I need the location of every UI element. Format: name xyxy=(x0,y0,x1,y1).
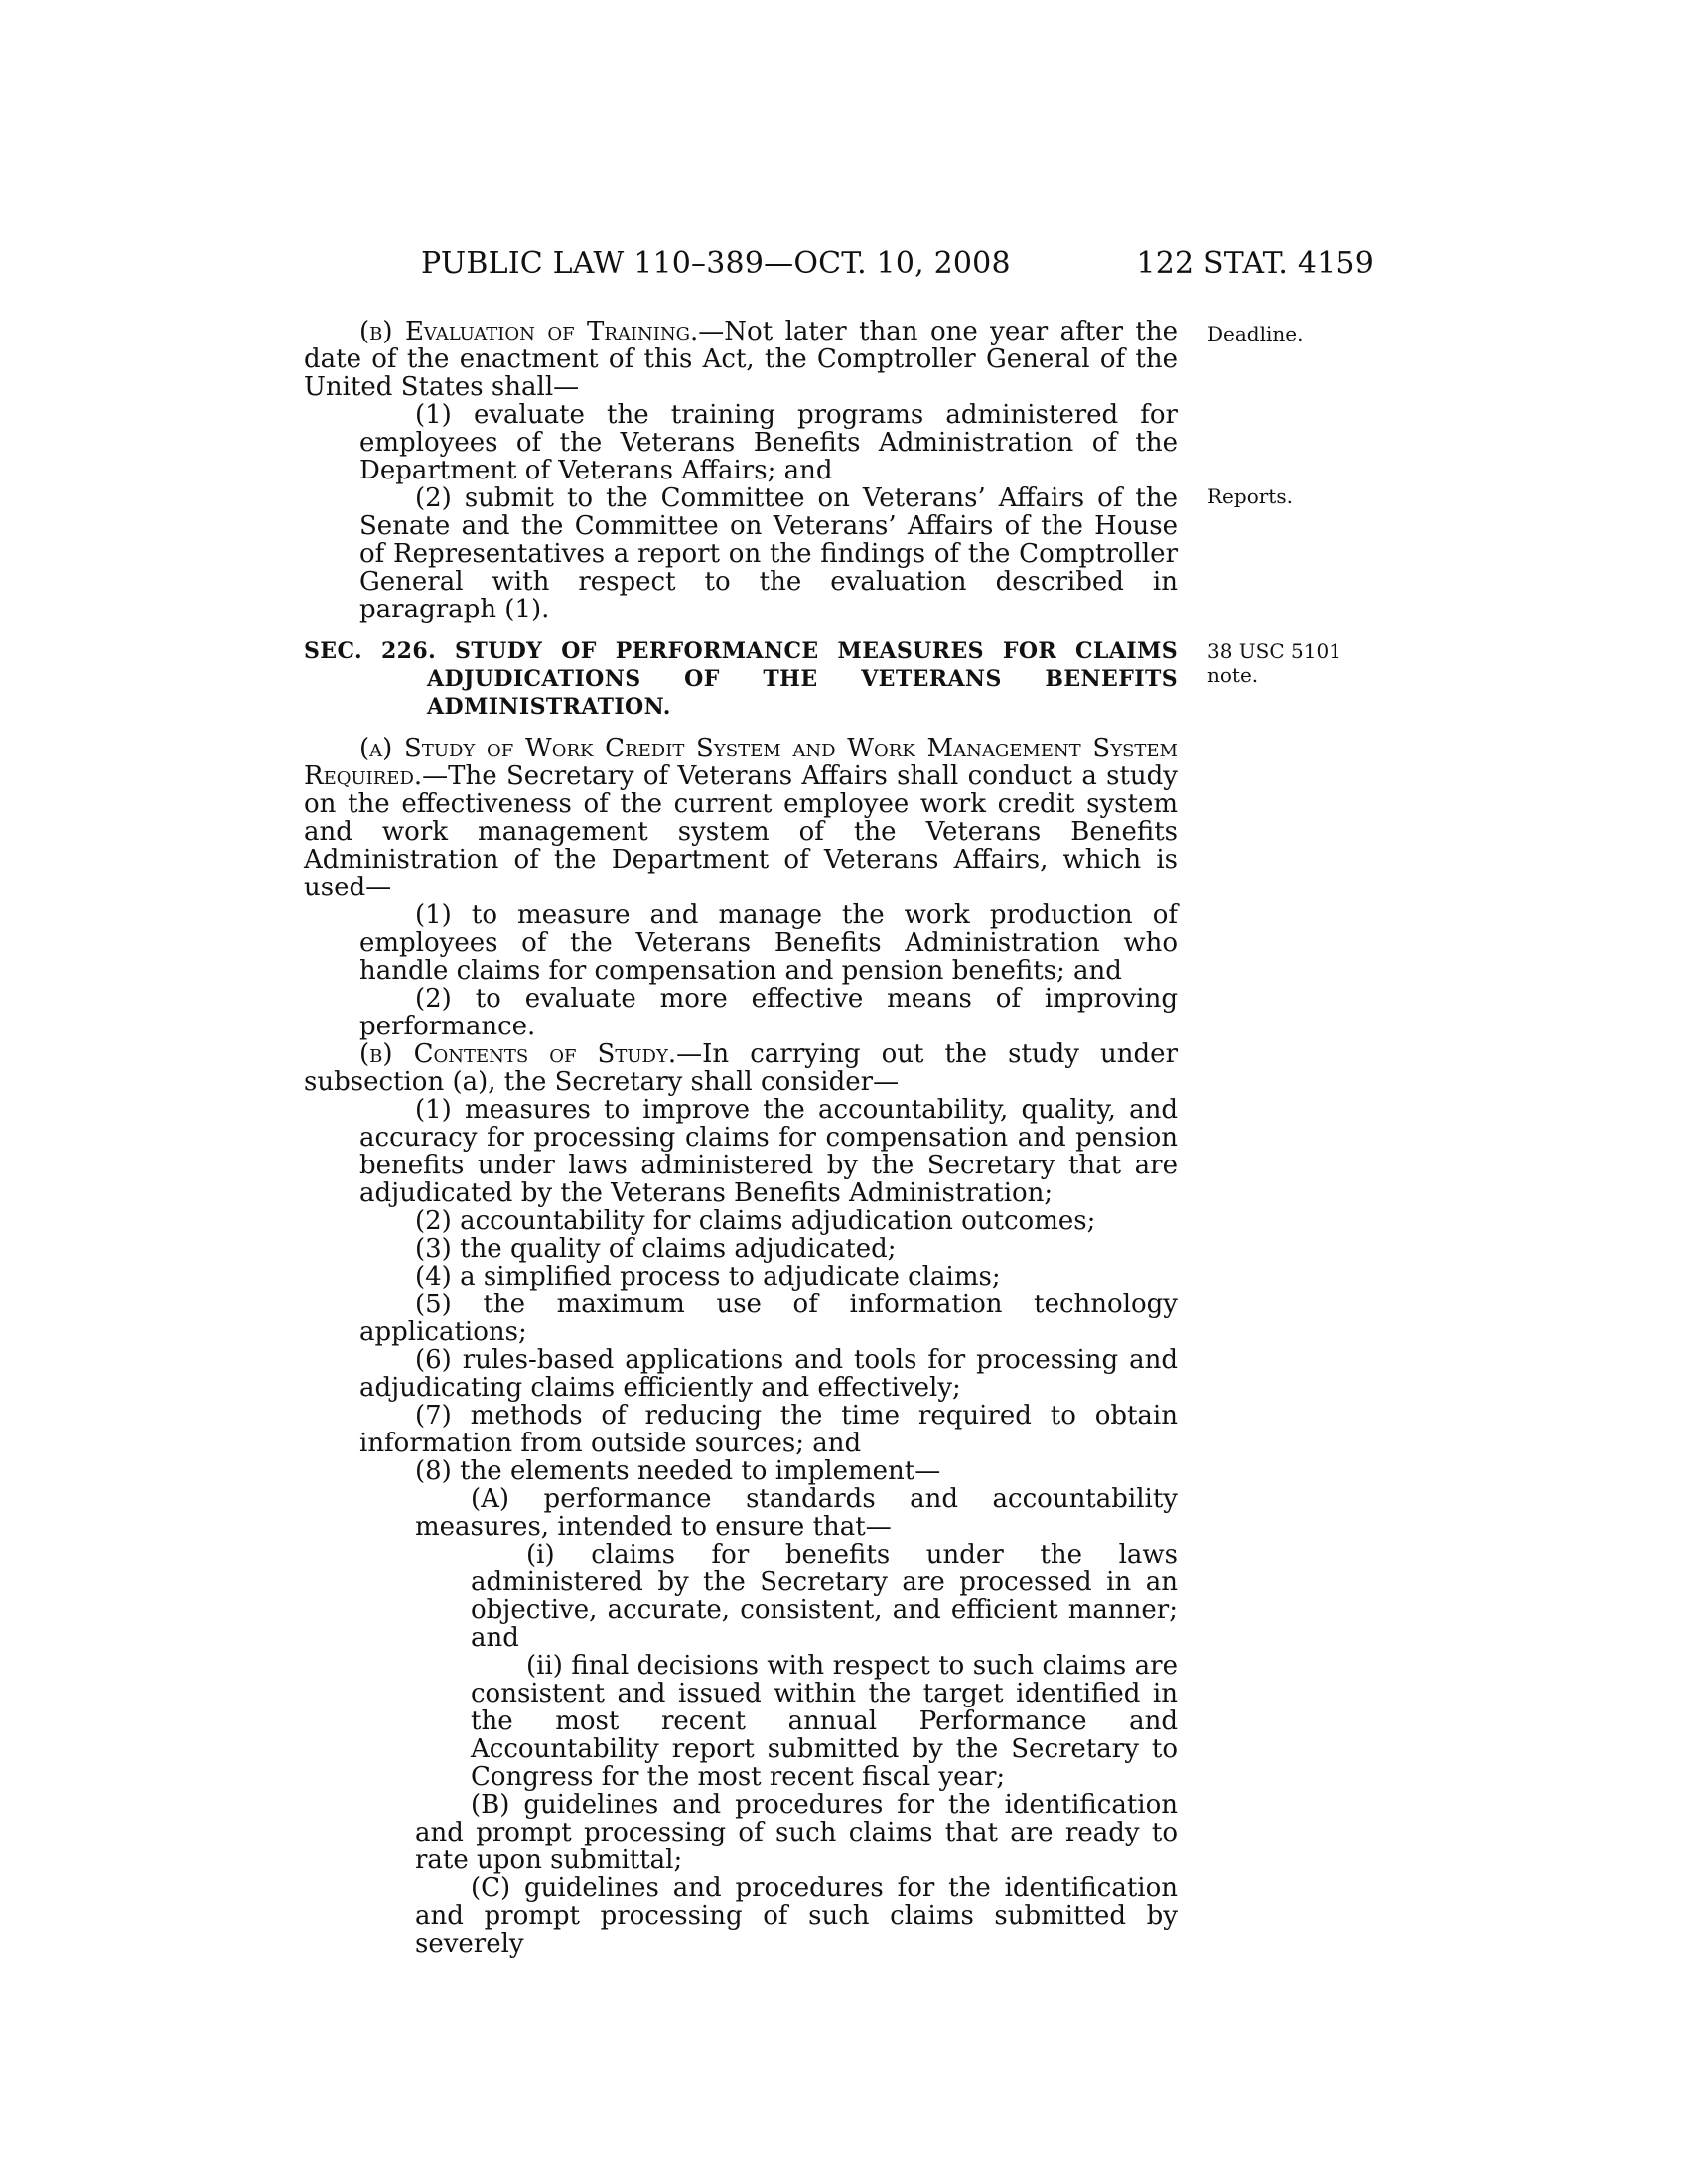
section-226-title: SEC. 226. STUDY OF PERFORMANCE MEASURES FOR CLAIMS ADJUDICATIONS OF THE VETERANS BENEFITS ADMINISTRATION. xyxy=(304,638,1178,720)
text-contents: —In carrying out the study under subsection (a), the Secretary shall consider— xyxy=(304,1039,1178,1097)
paragraph-b-8-B: (B) guidelines and procedures for the identification and prompt processing of such claims that are ready to rate upon submittal; xyxy=(415,1790,1178,1875)
paragraph-b-evaluation xyxy=(304,318,1178,401)
paragraph-a-item-1: (1) to measure and manage the work production of employees of the Veterans Benefits Administration who handle claims for compensation and pension benefits; and xyxy=(359,900,1178,986)
paragraph-b-contents xyxy=(304,1040,1178,1096)
paragraph-b-item-3: (3) the quality of claims adjudicated; xyxy=(415,1234,897,1264)
heading-study-required: (a) Study of Work Credit System and Work Management System Required. xyxy=(304,734,1178,791)
page-header xyxy=(421,246,1374,286)
paragraph-b-item-5: (5) the maximum use of information technology applications; xyxy=(359,1290,1178,1347)
text-evaluation: —Not later than one year after the date of the enactment of this Act, the Comptroller General of the United States shall— xyxy=(304,317,1179,402)
paragraph-eval-item-2: (2) submit to the Committee on Veterans’ Affairs of the Senate and the Committee on Veterans’ Affairs of the House of Representatives a report on the findings of the Comptroller General with respect to the evaluation described in paragraph (1). xyxy=(359,483,1178,624)
stat-citation: 122 STAT. 4159 xyxy=(1136,246,1374,281)
margin-note-usc-line1: 38 USC 5101 xyxy=(1207,639,1341,663)
paragraph-a-item-2: (2) to evaluate more effective means of improving performance. xyxy=(359,984,1178,1041)
running-title: PUBLIC LAW 110–389—OCT. 10, 2008 xyxy=(421,246,1011,281)
paragraph-b-item-4: (4) a simplified process to adjudicate claims; xyxy=(415,1262,1001,1292)
paragraph-a-study xyxy=(304,735,1178,901)
paragraph-eval-item-1: (1) evaluate the training programs administered for employees of the Veterans Benefits Administration of the Department of Veterans Affairs; and xyxy=(359,400,1178,485)
margin-note-usc xyxy=(1207,639,1341,687)
heading-contents-of-study: (b) Contents of Study. xyxy=(359,1039,677,1069)
paragraph-b-item-8: (8) the elements needed to implement— xyxy=(415,1456,941,1486)
paragraph-b-item-7: (7) methods of reducing the time required to obtain information from outside sources; and xyxy=(359,1401,1178,1458)
paragraph-b-item-1: (1) measures to improve the accountability, quality, and accuracy for processing claims for compensation and pension benefits under laws administered by the Secretary that are adjudicated by the Veterans Benefits Administration; xyxy=(359,1095,1178,1208)
heading-evaluation-of-training: (b) Evaluation of Training. xyxy=(359,317,699,346)
paragraph-b-8-A: (A) performance standards and accountability measures, intended to ensure that— xyxy=(415,1484,1178,1542)
paragraph-b-8-A-ii: (ii) final decisions with respect to such claims are consistent and issued within the target identified in the most recent annual Performance and Accountability report submitted by the Secretary to Congress for the most recent fiscal year; xyxy=(471,1651,1178,1792)
paragraph-b-item-2: (2) accountability for claims adjudication outcomes; xyxy=(415,1206,1096,1236)
document-body xyxy=(304,318,1178,1958)
paragraph-b-8-A-i: (i) claims for benefits under the laws administered by the Secretary are processed in an objective, accurate, consistent, and efficient manner; and xyxy=(471,1540,1178,1653)
margin-note-reports: Reports. xyxy=(1207,484,1293,508)
text-study-required: —The Secretary of Veterans Affairs shall conduct a study on the effectiveness of the current employee work credit system and work management system of the Veterans Benefits Administration of the Department of Veterans Affairs, which is used— xyxy=(304,761,1178,902)
paragraph-b-item-6: (6) rules-based applications and tools for processing and adjudicating claims efficiently and effectively; xyxy=(359,1345,1178,1403)
margin-note-deadline: Deadline. xyxy=(1207,322,1304,345)
margin-note-usc-line2: note. xyxy=(1207,663,1259,687)
paragraph-b-8-C: (C) guidelines and procedures for the identification and prompt processing of such claims submitted by severely xyxy=(415,1873,1178,1959)
